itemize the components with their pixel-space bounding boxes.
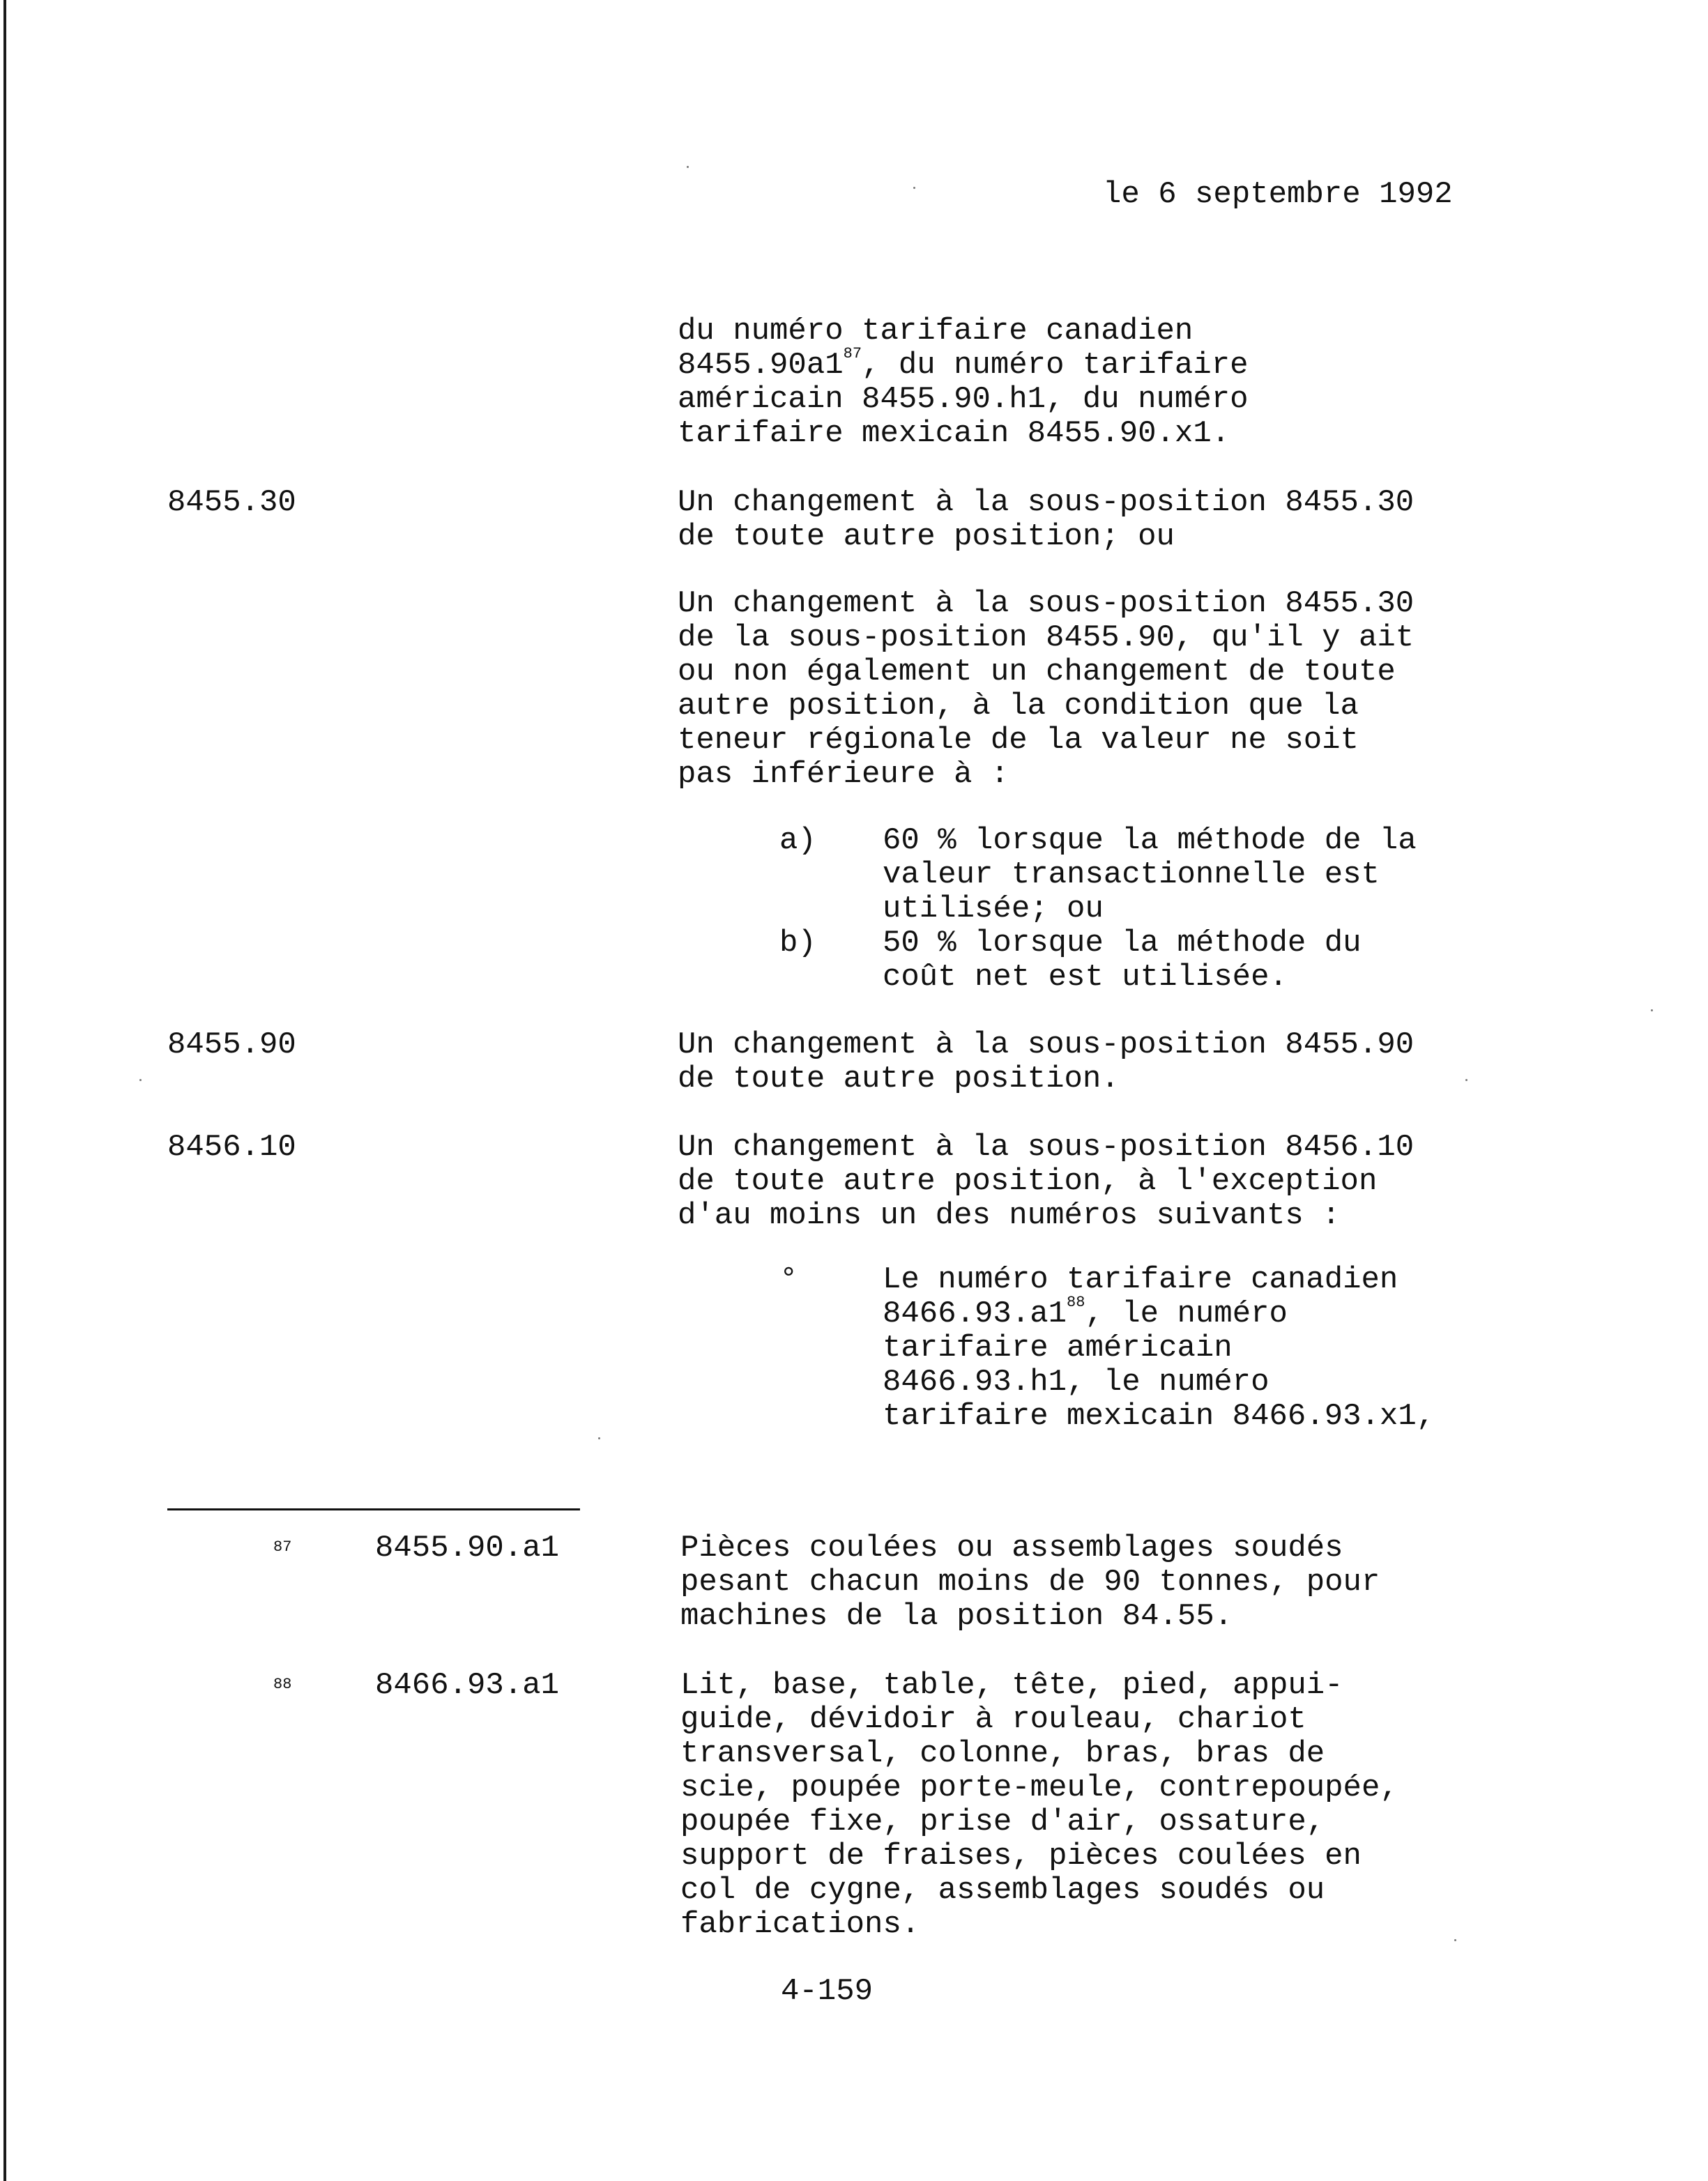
scan-speck [687,166,689,168]
list-label: a) [779,823,816,858]
bullet-line: $8466.93.a1^{88}$, le numéro [883,1294,1288,1331]
subheading-code: 8455.30 [167,485,296,520]
scan-speck [598,1437,600,1439]
footnote-ref-87: 87 [843,345,862,362]
list-item-text: 50 % lorsque la méthode du coût net est utilisée. [883,926,1362,995]
footnote-ref-88: 88 [1067,1294,1085,1311]
left-margin-line [3,0,6,2181]
scan-speck [1465,1079,1467,1081]
rule-paragraph: Un changement à la sous-position 8455.30 de toute autre position; ou [678,485,1415,554]
bullet-marker: ° [779,1262,798,1297]
rule-paragraph: Un changement à la sous-position 8455.90 de toute autre position. [678,1027,1415,1096]
scan-speck [139,1079,142,1081]
footnote-number: 88 [273,1676,292,1693]
footnote-code: 8455.90.a1 [375,1531,560,1566]
list-item-text: 60 % lorsque la méthode de la valeur transactionnelle est utilisée; ou [883,823,1417,926]
footnote-separator [167,1508,580,1510]
footnote-text: Pièces coulées ou assemblages soudés pesant chacun moins de 90 tonnes, pour machines de la position 84.55. [680,1531,1380,1634]
footnote-number: 87 [273,1538,292,1556]
scan-speck [913,187,915,189]
bullet-line: Le numéro tarifaire canadien [883,1262,1398,1297]
page-number: 4-159 [781,1974,874,2009]
footnote-code: 8466.93.a1 [375,1668,560,1703]
bullet-line: tarifaire américain [883,1331,1233,1365]
subheading-code: 8456.10 [167,1130,296,1165]
bullet-line: tarifaire mexicain 8466.93.x1, [883,1399,1435,1434]
scan-speck [1651,1009,1653,1011]
rule-paragraph: Un changement à la sous-position 8455.30 de la sous-position 8455.90, qu'il y ait ou non également un changement de toute autre position, à la condition que la teneur régionale de la valeur ne soit pas inférieure à : [678,586,1415,792]
footnote-text: Lit, base, table, tête, pied, appui- guide, dévidoir à rouleau, chariot transversal, colonne, bras, bras de scie, poupée porte-meule, contrepoupée, poupée fixe, prise d'air, ossature, support de fraises, pièces coulées en col de cygne, assemblages soudés ou fabrications. [680,1668,1398,1942]
scan-speck [1454,1939,1456,1941]
header-date: le 6 septembre 1992 [1103,177,1453,212]
list-label: b) [779,926,816,961]
continuation-line: $8455.90a1^{87}$, du numéro tarifaire [678,345,1249,383]
rule-paragraph: Un changement à la sous-position 8456.10 de toute autre position, à l'exception d'au moins un des numéros suivants : [678,1130,1415,1233]
continuation-line: américain 8455.90.h1, du numéro [678,382,1249,417]
continuation-line: tarifaire mexicain 8455.90.x1. [678,416,1230,451]
bullet-line: 8466.93.h1, le numéro [883,1365,1269,1400]
continuation-line: du numéro tarifaire canadien [678,314,1194,349]
subheading-code: 8455.90 [167,1027,296,1062]
